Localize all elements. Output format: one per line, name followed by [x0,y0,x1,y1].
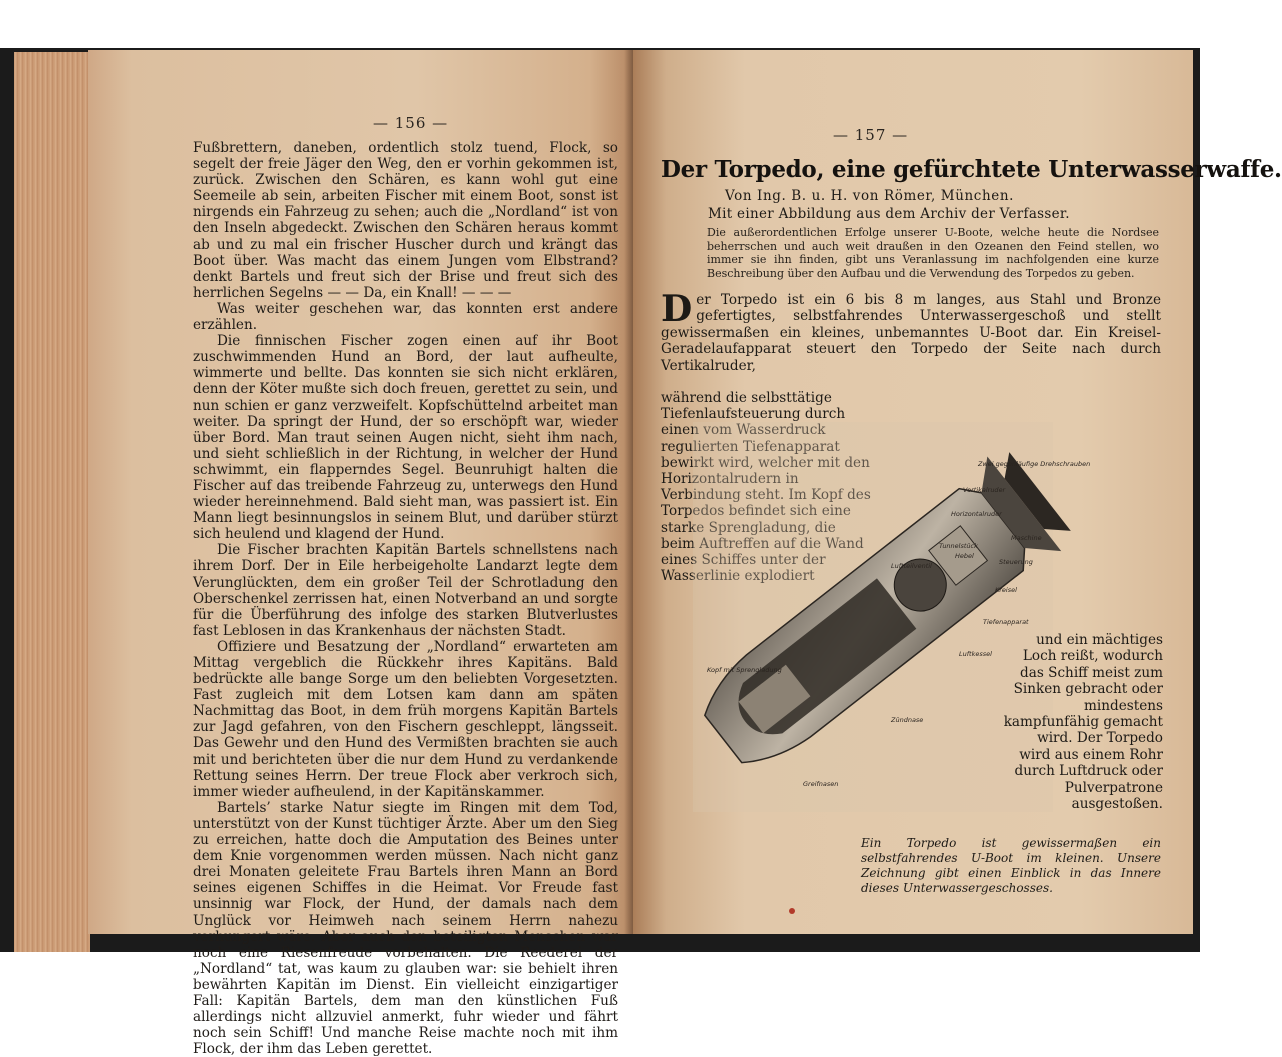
label-depth-apparatus: Tiefenapparat [983,618,1029,626]
book-page-edges [14,52,90,952]
article-body-left-column: während die selbsttätige Tiefenlaufsteuerung durch einen vom Wasserdruck regulierten Tiefenapparat bewirkt wird, welcher mit den Horizontalrudern in Verbindung steht. Im Kopf des Torpedos befindet sich eine starke Sprengladung, die beim Auftreffen auf die Wand eines Schiffes unter der Wasserlinie explodiert [661,390,871,585]
label-vertical-rudder: Vertikalruder [963,486,1006,494]
label-striker: Greifnasen [803,780,839,788]
paragraph: Die Fischer brachten Kapitän Bartels schnellstens nach ihrem Dorf. Der in Eile herbeigeholte Landarzt legte dem Verunglückten, dem ein großer Teil der Schrotladung den Oberschenkel zerrissen hat, einen Notverband an und sorgte für die Überführung des infolge des starken Blutverlustes fast Leblosen in das Krankenhaus der nächsten Stadt. [193,542,618,639]
label-air-valve: Luftteilventil [891,562,932,570]
article-intro: Die außerordentlichen Erfolge unserer U-Boote, welche heute die Nordsee beherrschen und auch weit draußen in den Ozeanen den Feind stellen, wo immer sie ihn finden, gibt uns Veranlassung im nachfolgenden eine kurze Beschreibung über den Aufbau und die Verwendung des Torpedos zu geben. [707,226,1159,280]
left-page-number: — 156 — [373,114,449,132]
drop-cap: D [661,288,693,330]
ink-dot [789,908,795,914]
label-lever: Hebel [955,552,974,560]
right-page-number: — 157 — [833,126,909,144]
paragraph: Offiziere und Besatzung der „Nordland“ erwarteten am Mittag vergeblich die Rückkehr ihres Kapitäns. Bald bedrückte alle bange Sorge um den beliebten Vorgesetzten. Fast zugleich mit dem Lotsen kam dann am späten Nachmittag das Boot, in dem früh morgens Kapitän Bartels zur Jagd gefahren, von den Fischern geschleppt, längsseit. Das Gewehr und den Hund des Vermißten brachten sie auch mit und berichteten über die nur dem Hund zu verdankende Rettung seines Herrn. Der treue Flock aber verkroch sich, immer wieder aufheulend, in der Kapitänskammer. [193,638,618,800]
paragraph: Bartels’ starke Natur siegte im Ringen mit dem Tod, unterstützt von der Kunst tüchtiger Ärzte. Aber um den Sieg zu erreichen, hatte doch die Amputation des Beines unter dem Knie vorgenommen werden müssen. Nach nicht ganz drei Monaten geleitete Frau Bartels ihren Mann an Bord seines eigenen Schiffes in die Heimat. Vor Freude fast unsinnig war Flock, der Hund, der damals nach dem Unglück vor Heimweh nach seinem Herrn nahezu verhungert wäre. Aber auch den beteiligten Menschen war noch eine Riesenfreude vorbehalten. Die Reederei der „Nordland“ tat, was kaum zu glauben war: sie behielt ihren bewährten Kapitän im Dienst. Ein vielleicht einzigartiger Fall: Kapitän Bartels, dem man den künstlichen Fuß allerdings nicht allzuviel anmerkt, fuhr wieder und fährt noch sein Schiff! Und manche Reise machte noch mit ihm Flock, der ihm das Leben gerettet. [193,799,618,1057]
article-body-right-column: und ein mächtiges Loch reißt, wodurch das Schiff meist zum Sinken gebracht oder mindestens kampfunfähig gemacht wird. Der Torpedo wird aus einem Rohr durch Luftdruck oder Pulverpatrone ausgestoßen. [1003,632,1163,813]
label-engine: Maschine [1011,534,1042,542]
paragraph: Fußbrettern, daneben, ordentlich stolz tuend, Flock, so segelt der freie Jäger den Weg, den er vorhin gekommen ist, zurück. Zwischen den Schären, es kann wohl gut eine Seemeile ab sein, arbeiten Fischer mit einem Boot, sonst ist nirgends ein Fahrzeug zu sehen; auch die „Nordland“ ist von den Inseln abgedeckt. Zwischen den Schären heraus kommt ab und zu mal ein frischer Huscher durch und krängt das Boot über. Was macht das einem Jungen vom Elbstrand? denkt Bartels und freut sich der Brise und freut sich des herrlichen Segelns — — Da, ein Knall! — — — [193,140,618,301]
paragraph: Die finnischen Fischer zogen einen auf ihr Boot zuschwimmenden Hund an Bord, der laut aufheulte, wimmerte und bellte. Das konnten sie sich nicht erklären, denn der Köter mußte sich doch freuen, gerettet zu sein, und nun schien er ganz verzweifelt. Kopfschüttelnd arbeitet man weiter. Da springt der Hund, der so erschöpft war, wieder über Bord. Man traut seinen Augen nicht, sieht ihm nach, und sieht schließlich in der Richtung, in welcher der Hund schwimmt, ein flapperndes Segel. Beunruhigt halten die Fischer auf das treibende Fahrzeug zu, unterwegs den Hund wieder hereinnehmend. Bald sieht man, was passiert ist. Ein Mann liegt besinnungslos in seinem Blut, und darüber stürzt sich heulend und klagend der Hund. [193,333,618,543]
image-credit: Mit einer Abbildung aus dem Archiv der Verfasser. [708,206,1070,222]
paragraph: Was weiter geschehen war, das konnten erst andere erzählen. [193,300,618,334]
article-body-text: er Torpedo ist ein 6 bis 8 m langes, aus Stahl und Bronze gefertigtes, selbstfahrendes Unterwassergeschoß und stellt gewissermaßen ein kleines, unbemanntes U-Boot dar. Ein Kreisel-Geradelaufapparat steuert den Torpedo der Seite nach durch Vertikalruder, [661,292,1161,374]
label-horizontal-rudder: Horizontalruder [951,510,1002,518]
label-propeller-shaft: Tunnelstück [939,542,978,550]
label-propellers: Zwei gegenläufige Drehschrauben [978,460,1091,468]
label-warhead: Kopf mit Sprengladung [707,666,782,674]
article-body-full-width [661,288,1161,374]
right-page [633,50,1282,934]
label-detonator: Zündnase [891,716,924,724]
label-control: Steuerung [999,558,1033,566]
left-page-text [193,140,618,1057]
left-page [88,50,633,1057]
figure-caption: Ein Torpedo ist gewissermaßen ein selbstfahrendes U-Boot im kleinen. Unsere Zeichnung gibt einen Einblick in das Innere dieses Unterwassergeschosses. [861,836,1161,895]
article-byline: Von Ing. B. u. H. von Römer, München. [725,188,1015,204]
label-gyro: Kreisel [995,586,1017,594]
label-air-vessel: Luftkessel [959,650,992,658]
article-title: Der Torpedo, eine gefürchtete Unterwasserwaffe. [661,156,1282,183]
